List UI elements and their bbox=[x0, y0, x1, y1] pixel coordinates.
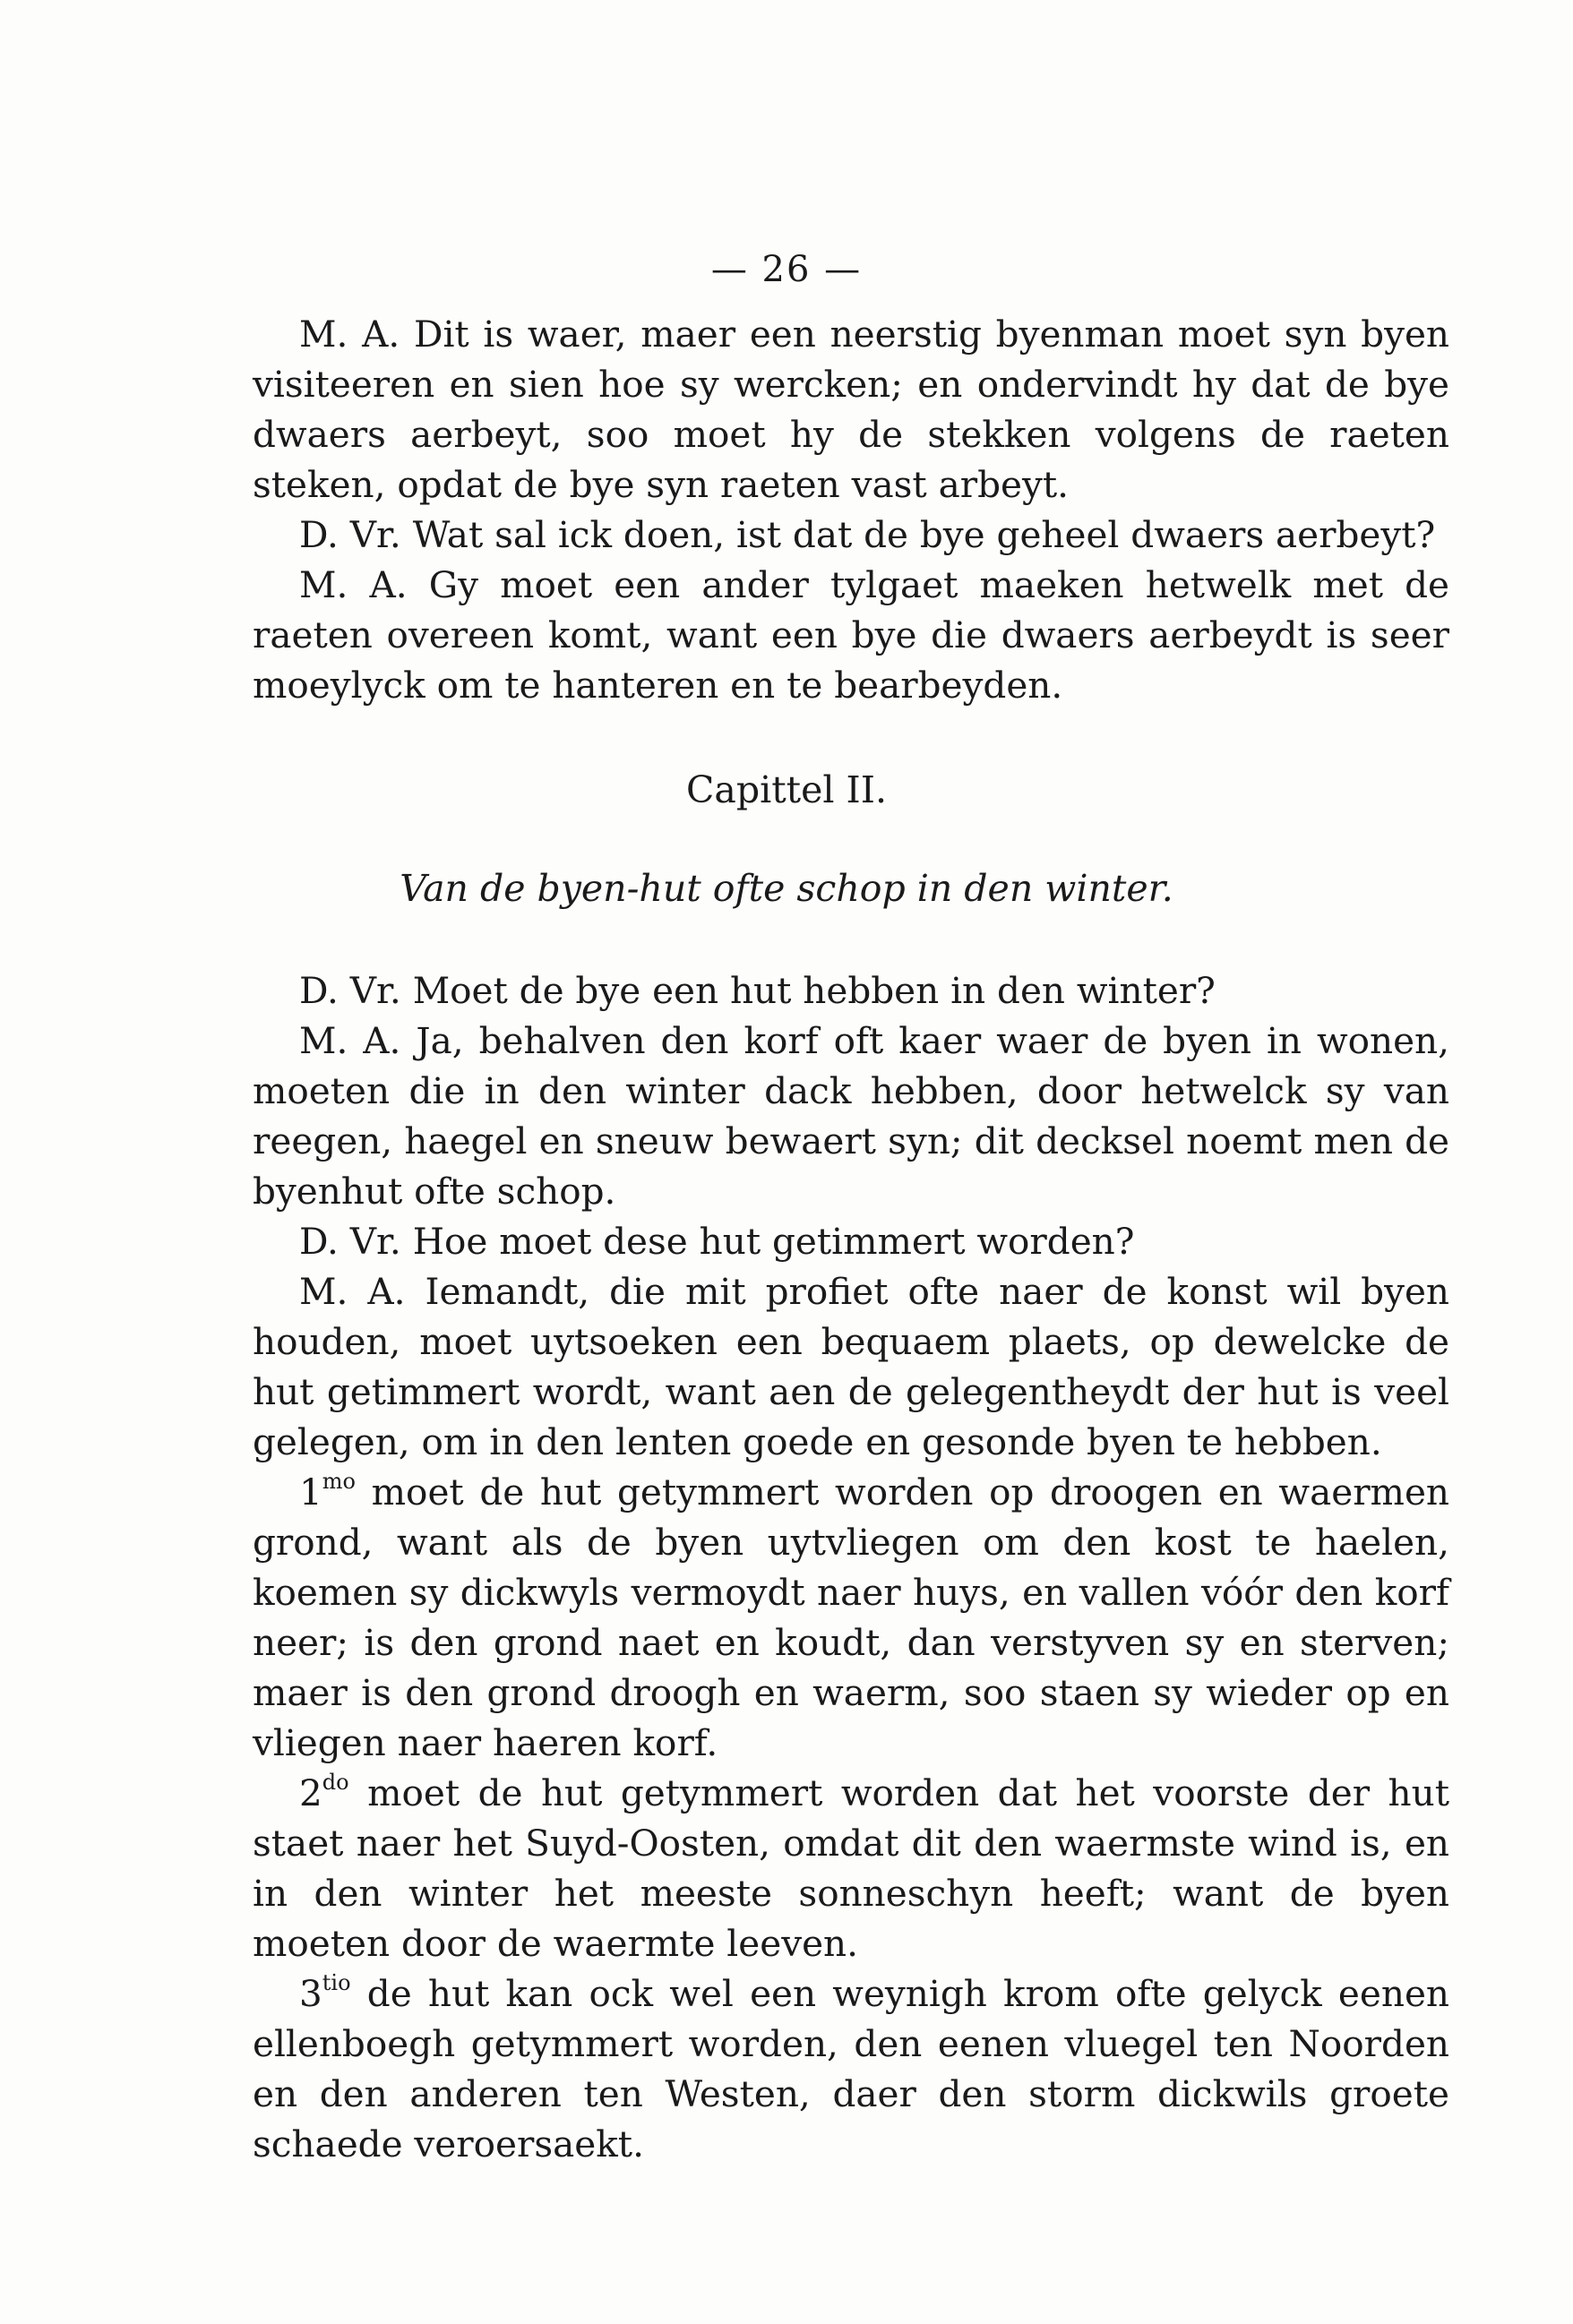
chapter-subtitle: Van de byen-hut ofte schop in den winter. bbox=[400, 867, 1173, 910]
numbered-point bbox=[253, 1467, 1449, 1768]
point-number: 1 bbox=[299, 1471, 322, 1514]
point-suffix: do bbox=[322, 1770, 349, 1795]
dialogue-paragraph bbox=[253, 510, 1449, 560]
paragraph-text: Iemandt, die mit profiet ofte naer de konst wil byen houden, moet uytsoeken een bequaem plaets, op dewelcke de hut getimmert wordt, want aen de gelegentheydt der hut is veel gelegen, om in den lenten goede en gesonde byen te hebben. bbox=[253, 1270, 1450, 1463]
numbered-point bbox=[253, 1768, 1449, 1968]
point-text: moet de hut getymmert worden dat het voorste der hut staet naer het Suyd-Oosten, omdat dit den waermste wind is, en in den winter het meeste sonneschyn heeft; want de byen moeten door de waermte leeven. bbox=[253, 1771, 1449, 1965]
dialogue-paragraph bbox=[253, 560, 1449, 710]
paragraph-text: Dit is waer, maer een neerstig byenman moet syn byen visiteeren en sien hoe sy wercken; en ondervindt hy dat de bye dwaers aerbeyt, soo moet hy de stekken volgens de raeten steken, opdat de bye syn raeten vast arbeyt. bbox=[253, 313, 1450, 506]
point-suffix: tio bbox=[322, 1970, 351, 1995]
dialogue-paragraph bbox=[253, 1266, 1449, 1467]
paragraph-text: Hoe moet dese hut getimmert worden? bbox=[412, 1220, 1135, 1263]
page-number: — 26 — bbox=[710, 249, 863, 290]
speaker-label: M. A. bbox=[299, 1019, 401, 1062]
point-suffix: mo bbox=[322, 1469, 356, 1494]
point-number: 3 bbox=[299, 1972, 322, 2015]
chapter-title: Capittel II. bbox=[686, 768, 887, 811]
dialogue-section-1 bbox=[253, 309, 1449, 710]
speaker-label: M. A. bbox=[299, 563, 408, 606]
speaker-label: M. A. bbox=[299, 1270, 406, 1313]
paragraph-text: Gy moet een ander tylgaet maeken hetwelk met de raeten overeen komt, want een bye die dwaers aerbeydt is seer moeylyck om te hanteren en te bearbeyden. bbox=[253, 563, 1449, 707]
speaker-label: M. A. bbox=[299, 313, 400, 356]
dialogue-paragraph bbox=[253, 309, 1449, 510]
dialogue-paragraph bbox=[253, 1016, 1449, 1216]
paragraph-text: Wat sal ick doen, ist dat de bye geheel dwaers aerbeyt? bbox=[412, 513, 1436, 556]
dialogue-paragraph bbox=[253, 1216, 1449, 1266]
speaker-label: D. Vr. bbox=[299, 1220, 401, 1263]
numbered-point bbox=[253, 1968, 1449, 2169]
point-text: de hut kan ock wel een weynigh krom ofte gelyck eenen ellenboegh getymmert worden, den eenen vluegel ten Noorden en den anderen ten Westen, daer den storm dickwils groete schaede veroersaekt. bbox=[253, 1972, 1449, 2165]
speaker-label: D. Vr. bbox=[299, 969, 401, 1012]
point-number: 2 bbox=[299, 1771, 322, 1814]
paragraph-text: Moet de bye een hut hebben in den winter? bbox=[412, 969, 1216, 1012]
paragraph-text: Ja, behalven den korf oft kaer waer de byen in wonen, moeten die in den winter dack hebben, door hetwelck sy van reegen, haegel en sneuw bewaert syn; dit decksel noemt men de byenhut ofte schop. bbox=[253, 1019, 1450, 1213]
dialogue-section-2 bbox=[253, 965, 1449, 2169]
point-text: moet de hut getymmert worden op droogen en waermen grond, want als de byen uytvliegen om den kost te haelen, koemen sy dickwyls vermoydt naer huys, en vallen vóór den korf neer; is den grond naet en koudt, dan verstyven sy en sterven; maer is den grond droogh en waerm, soo staen sy wieder op en vliegen naer haeren korf. bbox=[253, 1471, 1450, 1764]
dialogue-paragraph bbox=[253, 965, 1449, 1016]
speaker-label: D. Vr. bbox=[299, 513, 401, 556]
